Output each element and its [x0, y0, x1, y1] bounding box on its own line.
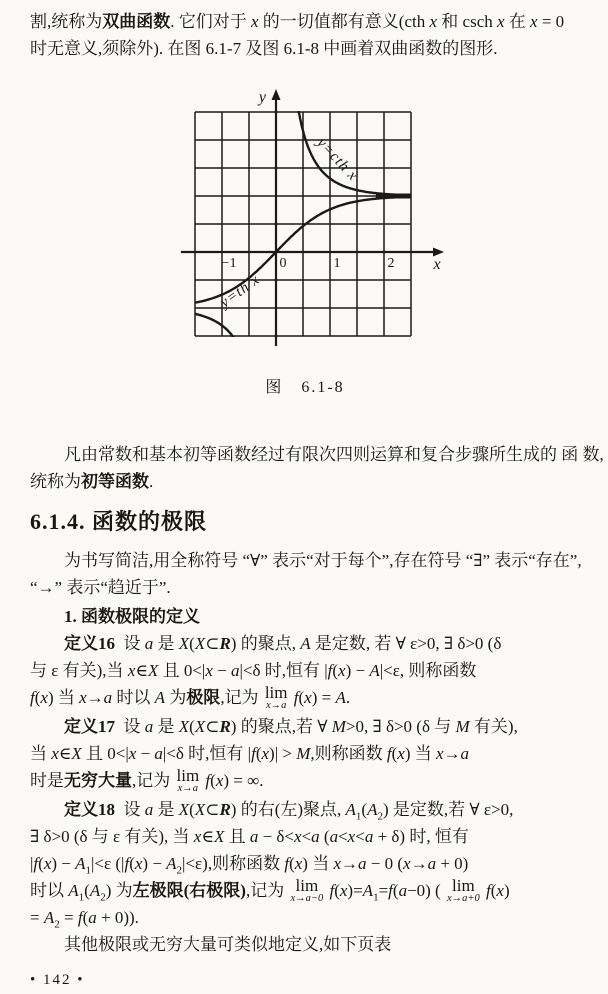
x-tick-label: −1	[221, 256, 237, 271]
paragraph-hyperbolic-functions	[30, 8, 580, 62]
text-line: 凡由常数和基本初等函数经过有限次四则运算和复合步骤所生成的 函 数,	[64, 445, 604, 464]
x-tick-label: 2	[387, 256, 395, 271]
x-tick-label: 0	[279, 256, 287, 271]
definition-16	[30, 630, 580, 711]
text-line: 为书写简洁,用全称符号 “∀” 表示“对于每个”,存在符号 “∃” 表示“存在”,	[64, 551, 582, 570]
text-line: 时以 $A_1(A_2)$ 为左极限(右极限),记为 lim x→a−0 $f(x)=A_1=f(a-0)$ ( lim x→a+0 f(x)	[30, 876, 510, 904]
text-line: 定义16 设 a 是 X(X⊂R) 的聚点, A 是定数, 若 ∀ ε>0, ∃ δ>0 (δ	[64, 634, 502, 653]
text-line: “→” 表示“趋近于”.	[30, 578, 171, 597]
paragraph-elementary-functions	[30, 441, 604, 495]
curve-cth	[195, 314, 237, 343]
text-line: 其他极限或无穷大量可类似地定义,如下页表	[64, 935, 392, 954]
text-line: 定义18 设 a 是 X(X⊂R) 的右(左)聚点, $A_1(A_2)$ 是定数,若 ∀ ε>0,	[64, 800, 514, 823]
text-line: 定义17 设 a 是 X(X⊂R) 的聚点,若 ∀ M>0, ∃ δ>0 (δ 与 M 有关),	[64, 717, 518, 736]
definition-18	[30, 796, 580, 931]
text-line: 时是无穷大量,记为 lim x→a f(x) = ∞.	[30, 766, 264, 794]
x-axis-label: x	[433, 256, 441, 273]
curve-label: y=cth x	[313, 135, 362, 185]
closing-line	[30, 931, 580, 958]
text-line: 割,统称为双曲函数. 它们对于 x 的一切值都有意义(cth x 和 csch x 在 x = 0	[30, 12, 565, 31]
text-line: = $A_2 = f(a + 0)$).	[30, 908, 139, 931]
curve-label: y=th x	[217, 271, 264, 311]
text-line: 与 ε 有关),当 x∈X 且 0<|x − a|<δ 时,恒有 |f(x) − A|<ε, 则称函数	[30, 661, 477, 680]
text-line: ∃ δ>0 (δ 与 ε 有关), 当 x∈X 且 a − δ<x<a (a<x<a + δ) 时, 恒有	[30, 827, 469, 846]
hyperbolic-functions-graph	[155, 82, 455, 352]
definition-17	[30, 713, 580, 794]
figure-caption: 图 6.1-8	[265, 379, 345, 396]
section-heading: 6.1.4. 函数的极限	[30, 509, 208, 534]
x-tick-label: 1	[333, 256, 341, 271]
figure-6-1-8	[30, 82, 580, 401]
text-line: 时无意义,须除外). 在图 6.1-7 及图 6.1-8 中画着双曲函数的图形.	[30, 39, 498, 58]
page-number: • 142 •	[30, 972, 85, 988]
y-axis-arrow-icon	[272, 89, 281, 100]
text-line: f(x) 当 x→a 时以 A 为极限,记为 lim x→a f(x) = A.	[30, 683, 351, 711]
paragraph-notation	[30, 547, 580, 601]
text-line: 当 x∈X 且 0<|x − a|<δ 时,恒有 |f(x)| > M,则称函数 f(x) 当 x→a	[30, 744, 470, 763]
text-line: 统称为初等函数.	[30, 472, 154, 491]
subsection-heading: 1. 函数极限的定义	[64, 607, 200, 626]
y-axis-label: y	[258, 89, 266, 106]
text-line: $|f(x) - A_1|<\varepsilon$ $(|f(x) - A_2|<\varepsilon)$,则称函数 f(x) 当 x→a − 0 (x→a + 0)	[30, 854, 469, 877]
